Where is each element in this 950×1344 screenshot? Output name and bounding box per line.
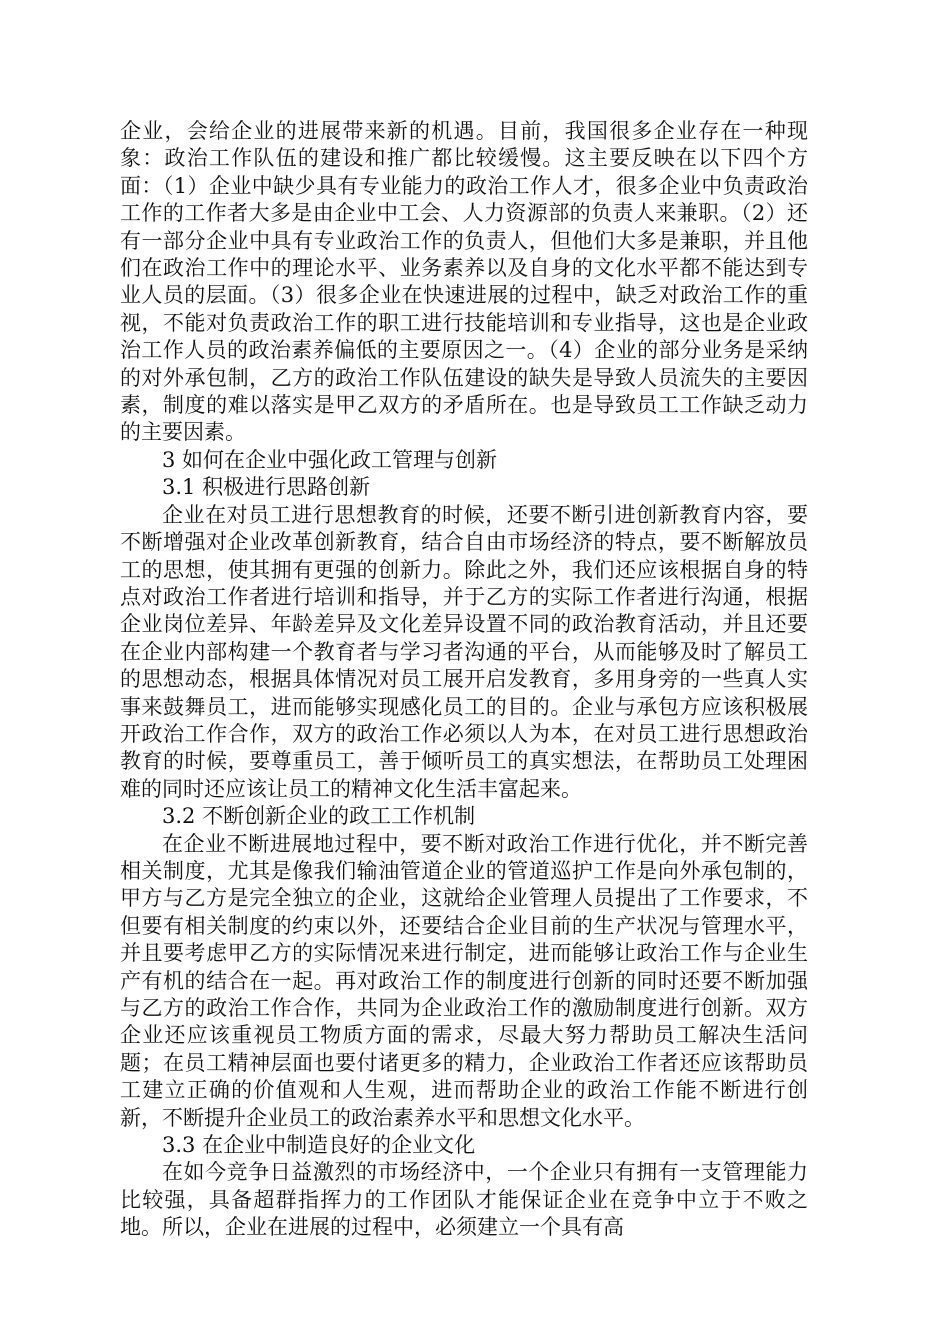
paragraph-3-1: 企业在对员工进行思想教育的时候，还要不断引进创新教育内容，要不断增强对企业改革创新教育，结合自由市场经济的特点，要不断解放员工的思想，使其拥有更强的创新力。除此之外，我们还应该根据自身的特点对政治工作者进行培训和指导，并于乙方的实际工作者进行沟通，根据企业岗位差异、年龄差异及文化差异设置不同的政治教育活动，并且还要在企业内部构建一个教育者与学习者沟通的平台，从而能够及时了解员工的思想动态，根据具体情况对员工展开启发教育，多用身旁的一些真人实事来鼓舞员工，进而能够实现感化员工的目的。企业与承包方应该积极展开政治工作合作，双方的政治工作必须以人为本，在对员工进行思想政治教育的时候，要尊重员工，善于倾听员工的真实想法，在帮助员工处理困难的同时还应该让员工的精神文化生活丰富起来。 (120, 502, 808, 801)
section-heading-3-1: 3.1 积极进行思路创新 (162, 475, 371, 500)
document-page (120, 118, 808, 1242)
paragraph-intro: 企业，会给企业的进展带来新的机遇。目前，我国很多企业存在一种现象：政治工作队伍的建设和推广都比较缓慢。这主要反映在以下四个方面：（1）企业中缺少具有专业能力的政治工作人才，很多企业中负责政治工作的工作者大多是由企业中工会、人力资源部的负责人来兼职。（2）还有一部分企业中具有专业政治工作的负责人，但他们大多是兼职，并且他们在政治工作中的理论水平、业务素养以及自身的文化水平都不能达到专业人员的层面。（3）很多企业在快速进展的过程中，缺乏对政治工作的重视，不能对负责政治工作的职工进行技能培训和专业指导，这也是企业政治工作人员的政治素养偏低的主要原因之一。（4）企业的部分业务是采纳的对外承包制，乙方的政治工作队伍建设的缺失是导致人员流失的主要因素，制度的难以落实是甲乙双方的矛盾所在。也是导致员工工作缺乏动力的主要因素。 (120, 119, 808, 445)
paragraph-3-2: 在企业不断进展地过程中，要不断对政治工作进行优化，并不断完善相关制度，尤其是像我们输油管道企业的管道巡护工作是向外承包制的，甲方与乙方是完全独立的企业，这就给企业管理人员提出了工作要求，不但要有相关制度的约束以外，还要结合企业目前的生产状况与管理水平，并且要考虑甲乙方的实际情况来进行制定，进而能够让政治工作与企业生产有机的结合在一起。再对政治工作的制度进行创新的同时还要不断加强与乙方的政治工作合作，共同为企业政治工作的激励制度进行创新。双方企业还应该重视员工物质方面的需求，尽最大努力帮助员工解决生活问题；在员工精神层面也要付诸更多的精力，企业政治工作者还应该帮助员工建立正确的价值观和人生观，进而帮助企业的政治工作能不断进行创新，不断提升企业员工的政治素养水平和思想文化水平。 (120, 831, 808, 1130)
paragraph-3-3: 在如今竞争日益激烈的市场经济中，一个企业只有拥有一支管理能力比较强，具备超群指挥力的工作团队才能保证企业在竞争中立于不败之地。所以，企业在进展的过程中，必须建立一个具有高 (120, 1160, 808, 1240)
section-heading-3: 3 如何在企业中强化政工管理与创新 (162, 447, 498, 472)
section-heading-3-3: 3.3 在企业中制造良好的企业文化 (162, 1133, 476, 1158)
section-heading-3-2: 3.2 不断创新企业的政工工作机制 (162, 804, 476, 829)
